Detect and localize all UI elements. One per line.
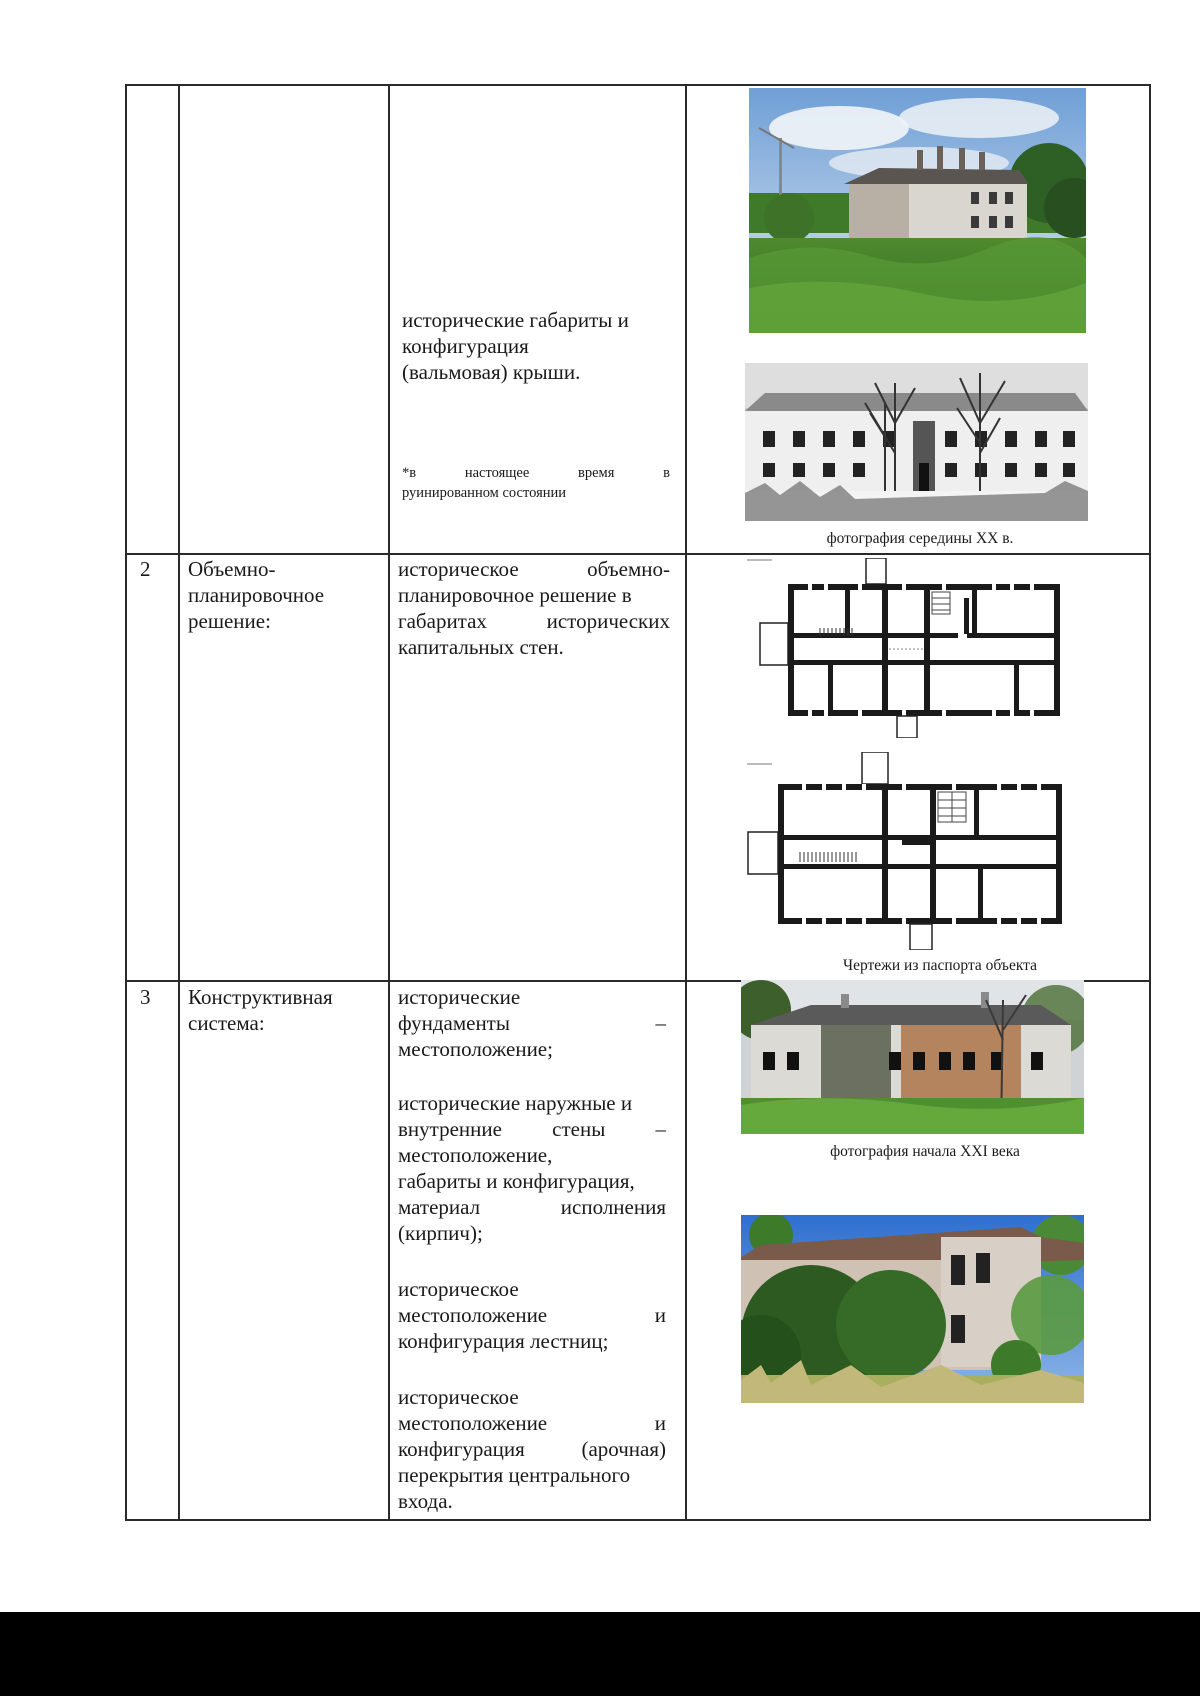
table-border-left bbox=[125, 84, 127, 1521]
row2-desc-line1: историческое объемно- bbox=[398, 557, 670, 581]
row2-name-line3: решение: bbox=[188, 609, 271, 633]
row3-foundations-line1: исторические bbox=[398, 985, 521, 1009]
floor-plan-drawing-icon bbox=[742, 558, 1072, 738]
building-photo-bw-icon bbox=[745, 363, 1088, 521]
row2-number: 2 bbox=[140, 557, 151, 581]
building-photo-2 bbox=[745, 363, 1088, 521]
row3-stairs-line1: историческое bbox=[398, 1277, 519, 1301]
row3-number: 3 bbox=[140, 985, 151, 1009]
row1-description-line3: (вальмовая) крыши. bbox=[402, 360, 581, 384]
row2-name-line1: Объемно- bbox=[188, 557, 276, 581]
row1-note-line1: *в настоящее время в bbox=[402, 465, 670, 481]
col-divider-1 bbox=[178, 84, 180, 1521]
row3-arch-line4: перекрытия центрального bbox=[398, 1463, 631, 1487]
row2-desc-line3: габаритах исторических bbox=[398, 609, 670, 633]
row1-description-line1: исторические габариты и bbox=[402, 308, 629, 332]
row2-desc-line4: капитальных стен. bbox=[398, 635, 564, 659]
building-photo-3 bbox=[741, 980, 1084, 1134]
scan-bottom-band bbox=[0, 1612, 1200, 1696]
row3-walls-line6: (кирпич); bbox=[398, 1221, 483, 1245]
row2-caption: Чертежи из паспорта объекта bbox=[843, 957, 1037, 974]
floor-plan-drawing-icon bbox=[742, 752, 1072, 950]
row3-walls-line2: внутренние стены – bbox=[398, 1117, 666, 1141]
row3-walls-line1: исторические наружные и bbox=[398, 1091, 633, 1115]
row3-stairs-line3: конфигурация лестниц; bbox=[398, 1329, 609, 1353]
table-border-top bbox=[125, 84, 1151, 86]
row3-name-line2: система: bbox=[188, 1011, 265, 1035]
row3-name-line1: Конструктивная bbox=[188, 985, 333, 1009]
floor-plan-1 bbox=[742, 558, 1072, 738]
row2-desc-line2: планировочное решение в bbox=[398, 583, 632, 607]
floor-plan-2 bbox=[742, 752, 1072, 950]
building-photo-color-icon bbox=[741, 980, 1084, 1134]
row3-arch-line1: историческое bbox=[398, 1385, 519, 1409]
row3-arch-line5: входа. bbox=[398, 1489, 453, 1513]
building-photo-color-icon bbox=[741, 1215, 1084, 1403]
row3-walls-line5: материал исполнения bbox=[398, 1195, 666, 1219]
row3-foundations-line2: фундаменты – bbox=[398, 1011, 666, 1035]
row3-foundations-line3: местоположение; bbox=[398, 1037, 553, 1061]
row3-stairs-line2: местоположение и bbox=[398, 1303, 666, 1327]
building-photo-1 bbox=[749, 88, 1086, 333]
row3-caption: фотография начала XXI века bbox=[830, 1143, 1020, 1160]
row1-caption: фотография середины XX в. bbox=[826, 530, 1014, 547]
table-border-right bbox=[1149, 84, 1151, 1521]
row2-name-line2: планировочное bbox=[188, 583, 325, 607]
row1-note-line2: руинированном состоянии bbox=[402, 485, 567, 501]
building-photo-color-icon bbox=[749, 88, 1086, 333]
row3-walls-line3: местоположение, bbox=[398, 1143, 553, 1167]
row3-arch-line3: конфигурация (арочная) bbox=[398, 1437, 666, 1461]
building-photo-4 bbox=[741, 1215, 1084, 1403]
row3-walls-line4: габариты и конфигурация, bbox=[398, 1169, 635, 1193]
row1-description-line2: конфигурация bbox=[402, 334, 529, 358]
table-border-bottom bbox=[125, 1519, 1151, 1521]
col-divider-3 bbox=[685, 84, 687, 1521]
col-divider-2 bbox=[388, 84, 390, 1521]
row3-arch-line2: местоположение и bbox=[398, 1411, 666, 1435]
row-divider-1 bbox=[125, 553, 1151, 555]
